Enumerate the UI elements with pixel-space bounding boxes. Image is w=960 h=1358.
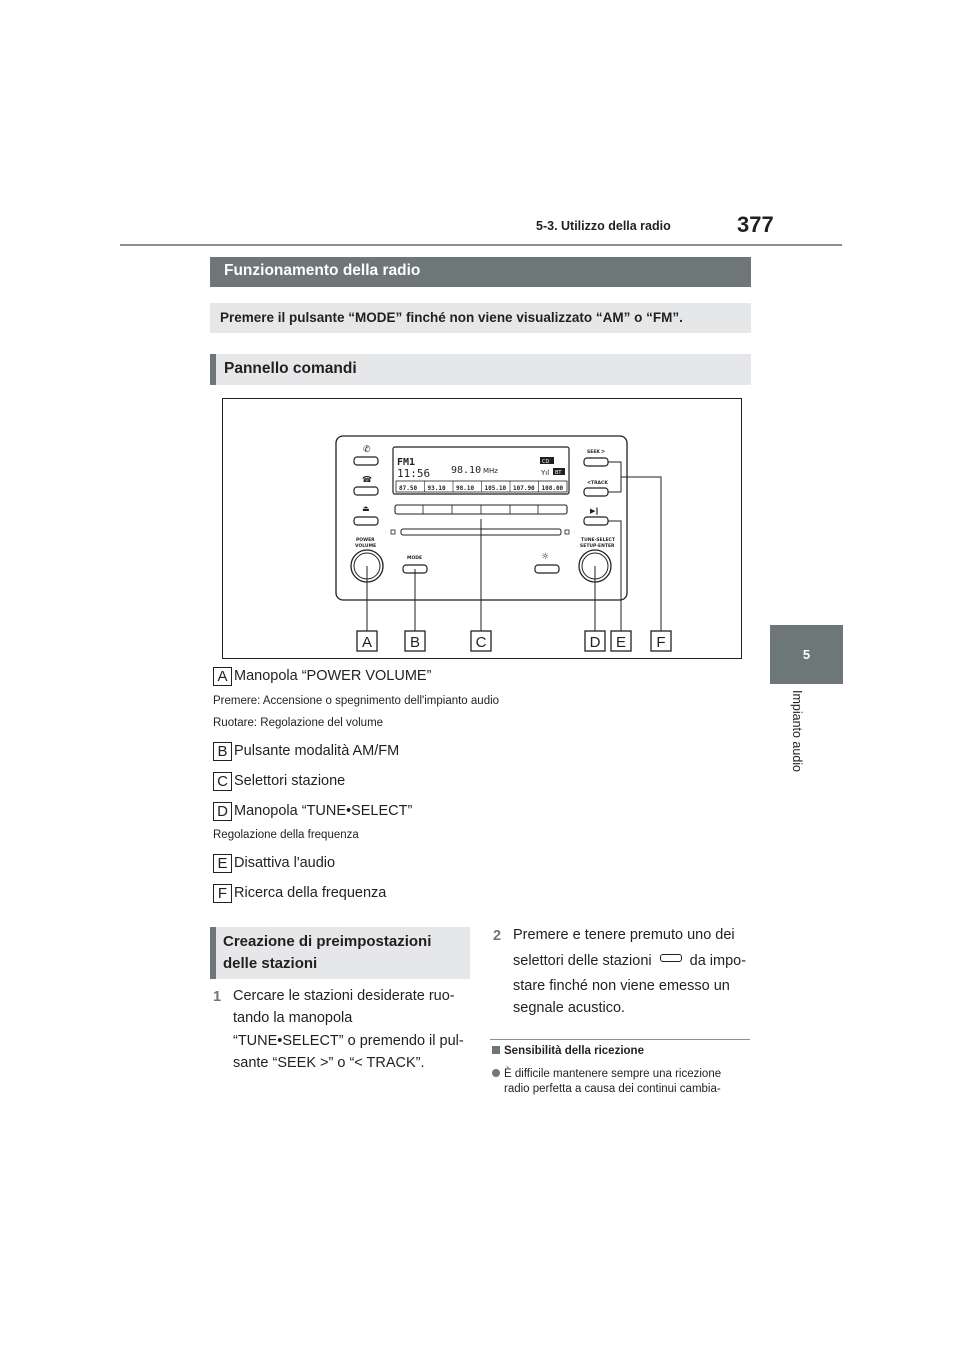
tune-select-label: TUNE·SELECT <box>581 538 615 543</box>
power-label: POWER <box>356 538 375 543</box>
step-1-line-4: sante “SEEK >” o “< TRACK”. <box>233 1055 425 1071</box>
callout-letter-f: F <box>656 634 666 651</box>
bt-icon-text: BT <box>555 470 562 476</box>
preset-label: 105.10 <box>484 485 507 492</box>
item-f-text: Ricerca della frequenza <box>234 885 387 901</box>
item-a-detail-2: Ruotare: Regolazione del volume <box>213 717 384 729</box>
intro-text: Premere il pulsante “MODE” finché non viene visualizzato “AM” o “FM”. <box>220 310 683 325</box>
mute-button <box>584 517 608 525</box>
brightness-icon: ☼ <box>541 552 550 562</box>
label-c: C <box>213 772 232 791</box>
step-2-number: 2 <box>493 928 502 944</box>
panel-heading-box <box>210 354 751 385</box>
item-c-text: Selettori stazione <box>234 773 346 789</box>
panel-heading-accent <box>210 354 216 385</box>
header-rule <box>120 244 842 246</box>
step-2-line-4: segnale acustico. <box>513 1000 626 1016</box>
label-b: B <box>213 742 232 761</box>
note-heading-text: Sensibilità della ricezione <box>504 1045 644 1057</box>
display-frequency: 98.10 <box>451 465 482 476</box>
step-2-line-1: Premere e tenere premuto uno dei <box>513 927 735 943</box>
presets-heading-accent <box>210 927 216 979</box>
preset-label: 93.10 <box>427 485 446 492</box>
item-a-detail-1: Premere: Accensione o spegnimento dell'impianto audio <box>213 695 500 707</box>
step-1-line-1: Cercare le stazioni desiderate ruo- <box>233 988 455 1004</box>
label-a: A <box>213 667 232 686</box>
note-square-icon <box>492 1046 500 1054</box>
presets-heading-line1: Creazione di preimpostazioni <box>223 933 432 950</box>
seek-label: SEEK <box>587 450 600 455</box>
display-unit: MHz <box>483 467 498 475</box>
svg-text:>: > <box>601 449 606 455</box>
preset-label: 108.00 <box>541 485 564 492</box>
step-2-line-2a: selettori delle stazioni <box>513 953 652 969</box>
step-2-line-3: stare finché non viene emesso un <box>513 978 730 994</box>
hangup-icon: ☎ <box>362 475 372 484</box>
setup-enter-label: SETUP·ENTER <box>580 544 615 549</box>
signal-icon: Yıl <box>541 469 550 477</box>
step-2-line-2b: da impo- <box>689 953 747 969</box>
note-line-2: radio perfetta a causa dei continui cambia- <box>504 1083 721 1095</box>
chapter-label-text: Impianto audio <box>790 690 804 773</box>
section-title: 5-3. Utilizzo della radio <box>536 219 671 233</box>
volume-label: VOLUME <box>355 544 377 549</box>
phone-button <box>354 457 378 465</box>
eject-button <box>354 517 378 525</box>
play-pause-icon: ▶‖ <box>590 507 599 515</box>
display-band: FM1 <box>397 457 416 468</box>
item-b-text: Pulsante modalità AM/FM <box>234 743 400 759</box>
chapter-tab: 5 <box>770 625 843 684</box>
seek-button <box>584 458 608 466</box>
callout-letter-b: B <box>409 634 421 651</box>
presets-heading-box <box>210 927 470 979</box>
control-panel-figure <box>222 398 742 659</box>
svg-text:<: < <box>587 480 592 486</box>
mode-label: MODE <box>407 556 423 561</box>
preset-label: 107.90 <box>513 485 535 492</box>
panel-heading-text: Pannello comandi <box>224 360 357 377</box>
note-rule <box>490 1039 750 1040</box>
phone-icon: ✆ <box>363 445 371 455</box>
label-d: D <box>213 802 232 821</box>
hangup-button <box>354 487 378 495</box>
note-line-1 <box>492 1067 721 1081</box>
callout-letter-d: D <box>589 634 601 651</box>
main-section-title <box>210 257 751 287</box>
main-section-title-text: Funzionamento della radio <box>224 262 421 279</box>
step-1-line-3: “TUNE•SELECT” o premendo il pul- <box>233 1033 464 1049</box>
item-a-text: Manopola “POWER VOLUME” <box>234 668 432 684</box>
label-f: F <box>213 884 232 903</box>
page-number: 377 <box>737 212 774 237</box>
callout-letter-e: E <box>615 634 627 651</box>
step-2-line-2 <box>513 949 746 974</box>
track-button <box>584 488 608 496</box>
callout-letter-c: C <box>475 634 487 651</box>
item-d-text: Manopola “TUNE•SELECT” <box>234 803 413 819</box>
item-e-text: Disattiva l'audio <box>234 855 336 871</box>
note-heading <box>492 1045 644 1057</box>
display-time: 11:56 <box>397 467 431 480</box>
cd-icon-text: CD <box>542 459 550 465</box>
callout-labels <box>357 631 671 651</box>
bullet-icon <box>492 1069 500 1077</box>
control-panel-illustration <box>223 399 741 658</box>
track-label: TRACK <box>591 481 608 486</box>
label-e: E <box>213 854 232 873</box>
brightness-button <box>535 565 559 573</box>
chapter-label <box>788 690 804 790</box>
callout-letter-a: A <box>361 634 373 651</box>
preset-button-icon <box>660 954 682 962</box>
step-1-number: 1 <box>213 989 222 1005</box>
intro-box <box>210 303 751 333</box>
presets-heading-line2: delle stazioni <box>223 955 318 972</box>
preset-label: 87.50 <box>399 485 418 492</box>
step-1-line-2: tando la manopola <box>233 1010 353 1026</box>
item-d-detail: Regolazione della frequenza <box>213 829 359 841</box>
eject-icon: ⏏ <box>362 504 370 513</box>
note-line-1-text: È difficile mantenere sempre una ricezione <box>504 1068 722 1080</box>
preset-label: 98.10 <box>456 485 475 492</box>
